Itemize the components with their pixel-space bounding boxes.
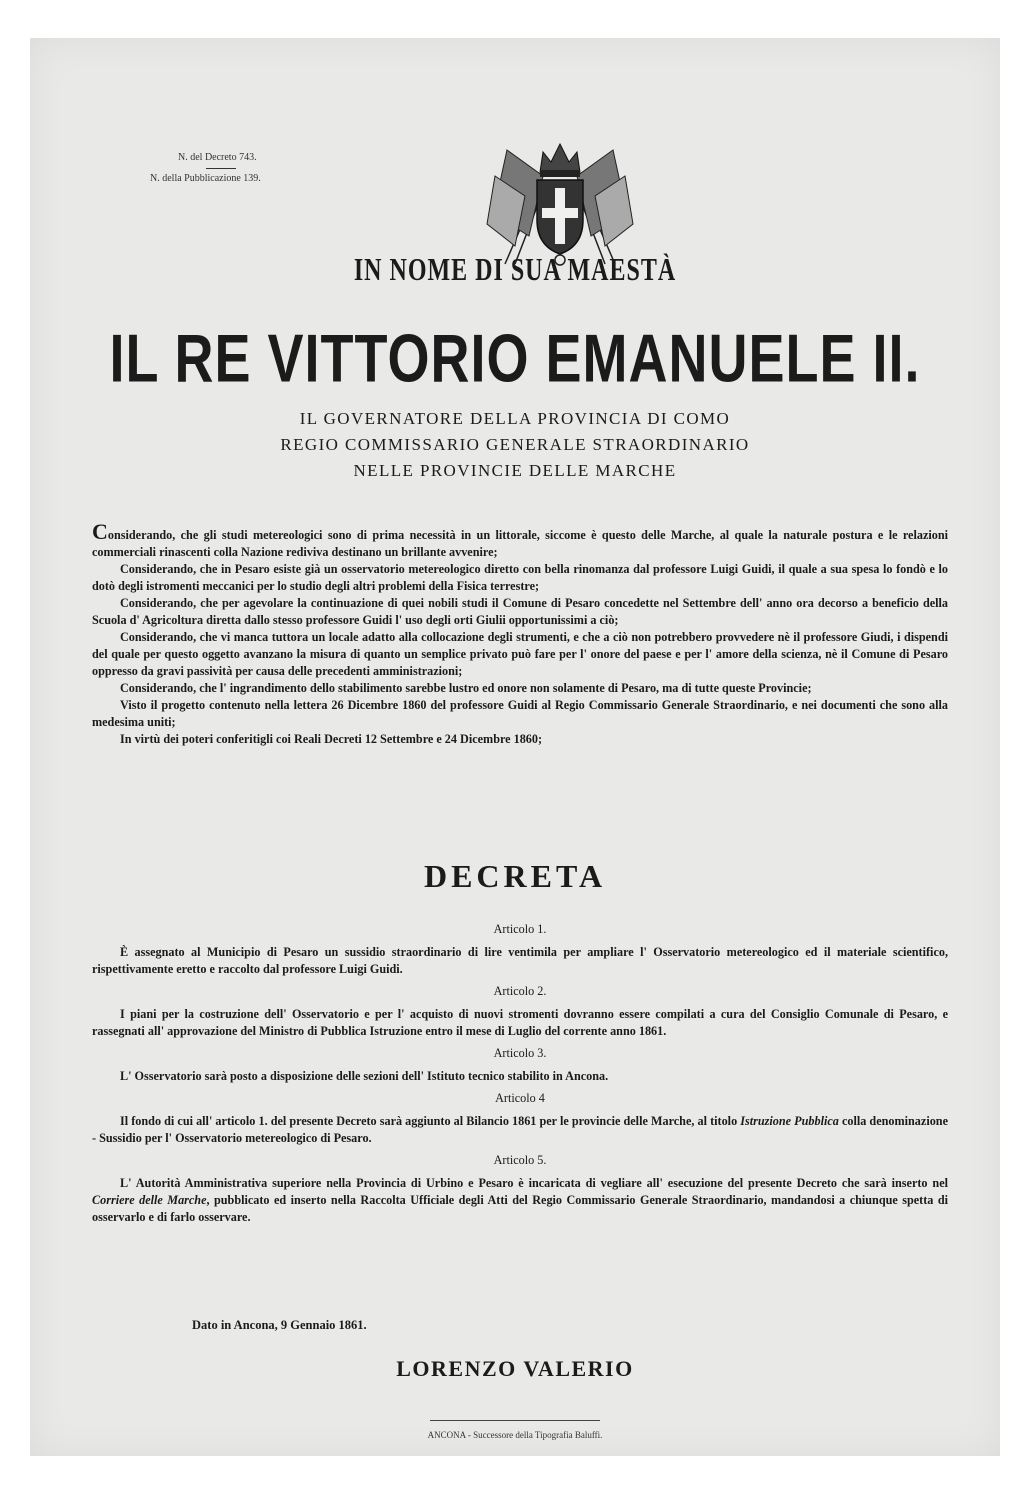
articles xyxy=(92,916,948,1226)
decree-numbers xyxy=(150,150,261,187)
article-title: Articolo 5. xyxy=(493,1153,547,1167)
issuer-title: REGIO COMMISSARIO GENERALE STRAORDINARIO xyxy=(280,435,750,454)
article-title: Articolo 4 xyxy=(495,1091,545,1105)
preamble-paragraph: Considerando, che in Pesaro esiste già un osservatorio metereologico diretto con bella rinomanza dal professore Luigi Guidi, il quale a sua spesa lo fondò e lo dotò degli istromenti meccanici per lo studio degli altri problemi della Fisica terrestre; xyxy=(92,562,948,593)
decreta-heading: DECRETA xyxy=(423,858,607,894)
article-title: Articolo 1. xyxy=(493,922,547,936)
divider xyxy=(206,168,236,169)
printer-line: ANCONA - Successore della Tipografia Baluffi. xyxy=(427,1430,603,1440)
article-text: Il fondo di cui all' articolo 1. del presente Decreto sarà aggiunto al Bilancio 1861 per le provincie delle Marche, al titolo Istruzione Pubblica colla denominazione - Sussidio per l' Osservatorio metereologico di Pesaro. xyxy=(92,1114,948,1145)
proclamation-sheet xyxy=(30,38,1000,1456)
article-title: Articolo 3. xyxy=(493,1046,547,1060)
publication-number: N. della Pubblicazione 139. xyxy=(150,173,261,184)
drop-cap: C xyxy=(92,519,108,544)
king-heading: IL RE VITTORIO EMANUELE II. xyxy=(109,321,921,397)
preamble-paragraph: Considerando, che per agevolare la continuazione di quei nobili studi il Comune di Pesaro concedette nel Settembre dell' anno ora decorso a beneficio della Scuola d' Agricoltura diretta dallo stesso professore Guidi l' uso degli orti Giulii opportunissimi a ciò; xyxy=(92,596,948,627)
preamble-paragraph: Considerando, che vi manca tuttora un locale adatto alla collocazione degli strumenti, e che a ciò non potrebbero provvedere nè il professore Giudi, i dispendi del quale per questo oggetto avanzano la misura di quanto un semplice privato può fare per l' onore del paese e per l' amore della scienza, nè il Comune di Pesaro oppresso da gravi passività per causa delle precedenti amministrazioni; xyxy=(92,630,948,678)
article-text: I piani per la costruzione dell' Osservatorio e per l' acquisto di nuovi stromenti dovranno essere compilati a cura del Consiglio Comunale di Pesaro, e rassegnati all' approvazione del Ministro di Pubblica Istruzione entro il mese di Luglio del corrente anno 1861. xyxy=(92,1007,948,1038)
decree-number: N. del Decreto 743. xyxy=(178,152,257,163)
preamble-paragraph: Visto il progetto contenuto nella lettera 26 Dicembre 1860 del professore Guidi al Regio Commissario Generale Straordinario, e nei documenti che sono alla medesima uniti; xyxy=(92,698,948,729)
preamble-paragraph: Considerando, che gli studi metereologici sono di prima necessità in un littorale, siccome è questo delle Marche, al quale la naturale postura e le relazioni commerciali rinascenti colla Nazione rediviva destinano un brillante avvenire; xyxy=(92,519,948,559)
savoy-coat-of-arms-icon xyxy=(485,136,635,268)
preamble-paragraph: In virtù dei poteri conferitigli coi Reali Decreti 12 Settembre e 24 Dicembre 1860; xyxy=(120,732,543,746)
signature: LORENZO VALERIO xyxy=(396,1356,634,1381)
issuer-titles xyxy=(30,406,1000,484)
date-line: Dato in Ancona, 9 Gennaio 1861. xyxy=(192,1318,367,1332)
article-text: L' Osservatorio sarà posto a disposizione delle sezioni dell' Istituto tecnico stabilito in Ancona. xyxy=(120,1069,609,1083)
issuer-title: IL GOVERNATORE DELLA PROVINCIA DI COMO xyxy=(299,409,731,428)
divider xyxy=(430,1420,600,1421)
article-text: È assegnato al Municipio di Pesaro un sussidio straordinario di lire ventimila per ampliare l' Osservatorio metereologico ed il materiale scientifico, rispettivamente eretto e raccolto dal professore Luigi Guidi. xyxy=(92,945,948,976)
royal-invocation: IN NOME DI SUA MAESTÀ xyxy=(353,253,677,288)
issuer-title: NELLE PROVINCIE DELLE MARCHE xyxy=(353,461,677,480)
preamble xyxy=(92,519,948,748)
article-text: L' Autorità Amministrativa superiore nella Provincia di Urbino e Pesaro è incaricata di vegliare all' esecuzione del presente Decreto che sarà inserto nel Corriere delle Marche, pubblicato ed inserto nella Raccolta Ufficiale degli Atti del Regio Commissario Generale Straordinario, mandandosi a chiunque spetta di osservarlo e di farlo osservare. xyxy=(92,1176,948,1224)
article-title: Articolo 2. xyxy=(493,984,547,998)
preamble-paragraph: Considerando, che l' ingrandimento dello stabilimento sarebbe lustro ed onore non solamente di Pesaro, ma di tutte queste Provincie; xyxy=(120,681,812,695)
